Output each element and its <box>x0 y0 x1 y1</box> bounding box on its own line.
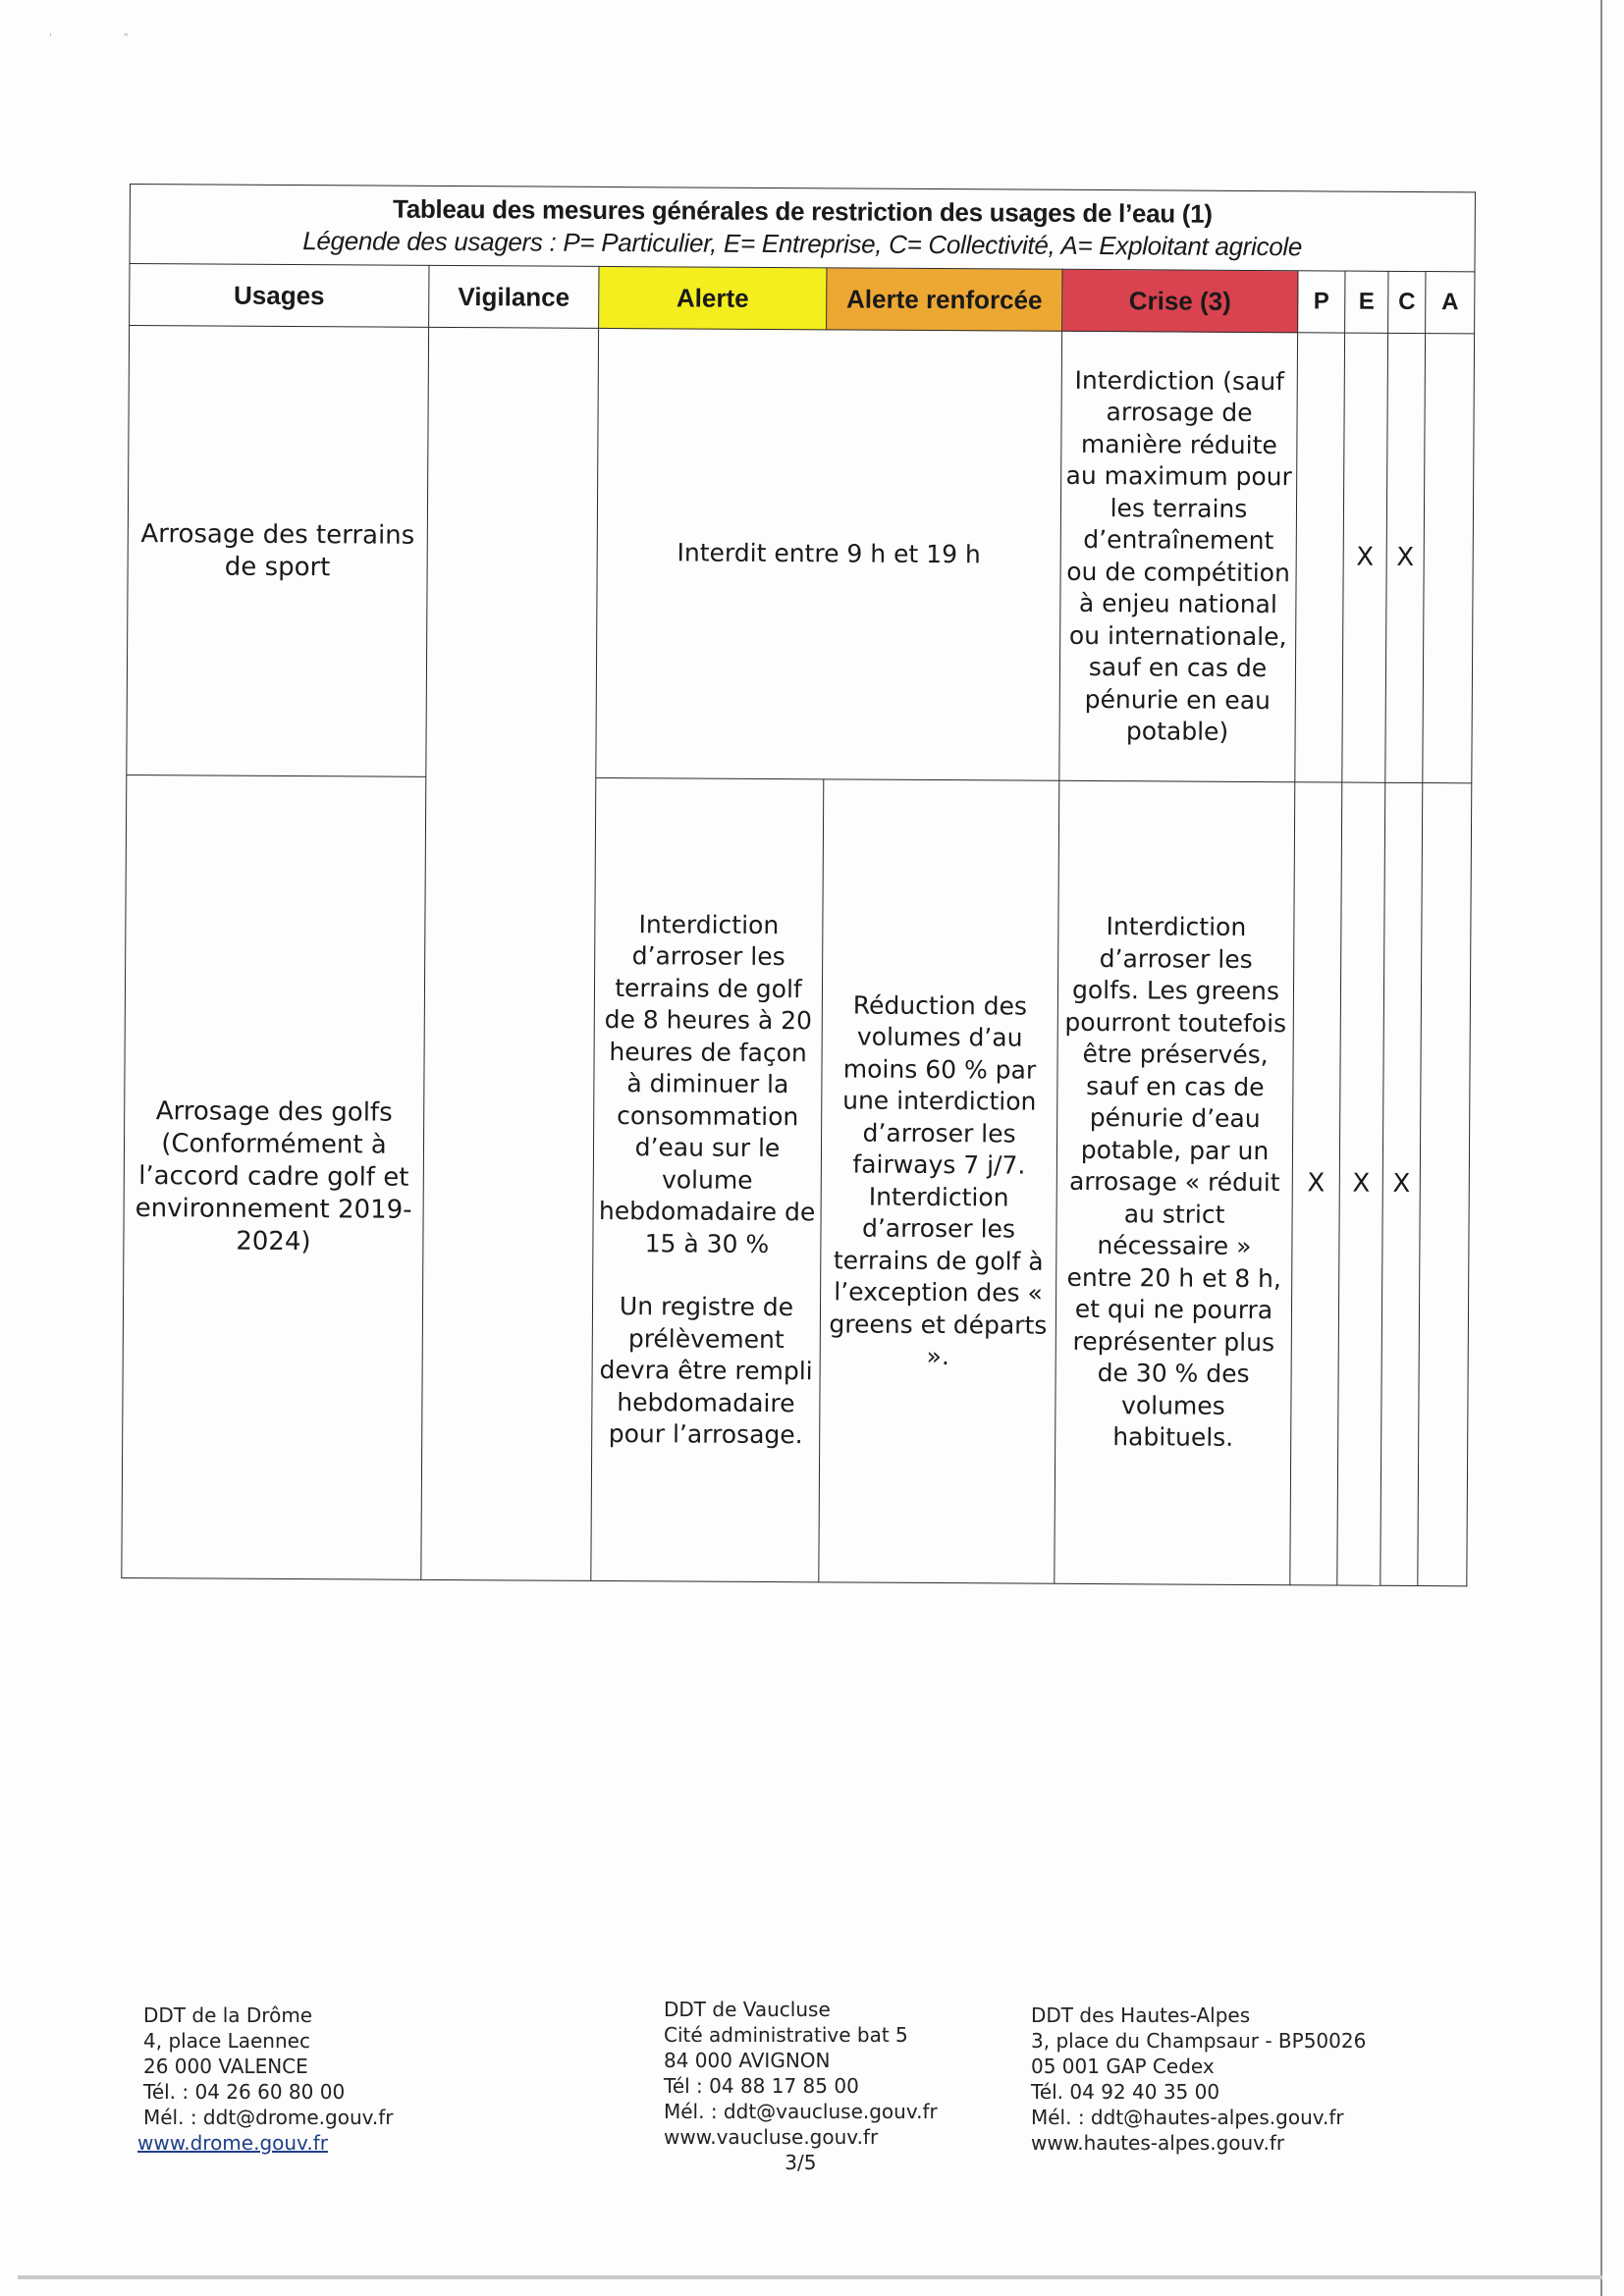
header-e: E <box>1345 271 1388 333</box>
footer-address: 4, place Laennec <box>143 2029 310 2053</box>
header-alerte: Alerte <box>599 266 827 329</box>
footer-org-name: DDT de la Drôme <box>143 2003 313 2027</box>
e-mark: X <box>1337 782 1385 1585</box>
a-mark <box>1418 783 1472 1586</box>
a-mark <box>1423 334 1475 783</box>
scan-specks <box>49 32 197 43</box>
footer-address: 3, place du Champsaur - BP50026 <box>1031 2029 1367 2053</box>
footer-phone: Tél : 04 88 17 85 00 <box>664 2074 859 2098</box>
header-a: A <box>1426 272 1475 334</box>
table-title: Tableau des mesures générales de restriction des usages de l’eau (1) <box>393 193 1213 229</box>
scan-page-edge <box>1600 0 1602 2296</box>
table-title-cell <box>130 185 1476 272</box>
header-c: C <box>1388 271 1426 333</box>
c-mark: X <box>1385 333 1426 782</box>
crise-cell: Interdiction d’arroser les golfs. Les greens pourront toutefois être préservés, sauf en cas de pénurie d’eau potable, par un arrosage « réduit au strict nécessaire » entre 20 h et 8 h, et qui ne pourra représenter plus de 30 % des volumes habituels. <box>1055 780 1295 1584</box>
c-mark: X <box>1380 782 1423 1585</box>
footer-phone: Tél. 04 92 40 35 00 <box>1031 2080 1220 2104</box>
footer-city: 84 000 AVIGNON <box>664 2049 831 2072</box>
footer-email: Mél. : ddt@vaucluse.gouv.fr <box>664 2100 938 2123</box>
scan-speck: " <box>123 32 129 43</box>
footer-email: Mél. : ddt@drome.gouv.fr <box>143 2106 394 2129</box>
footer-city: 26 000 VALENCE <box>143 2055 308 2078</box>
crise-cell: Interdiction (sauf arrosage de manière réduite au maximum pour les terrains d’entraînement ou de compétition à enjeu national ou internationale, sauf en cas de pénurie en eau potable) <box>1059 331 1298 781</box>
footer-city: 05 001 GAP Cedex <box>1031 2055 1215 2078</box>
alerte-merged-cell: Interdit entre 9 h et 19 h <box>596 328 1062 780</box>
alerte-paragraph: Un registre de prélèvement devra être rempli hebdomadaire pour l’arrosage. <box>599 1292 813 1450</box>
header-p: P <box>1298 271 1345 333</box>
restriction-table <box>121 184 1476 1586</box>
table-row <box>127 326 1475 783</box>
table-row <box>122 774 1472 1585</box>
footer-website-link[interactable]: www.drome.gouv.fr <box>137 2131 328 2155</box>
scan-speck: ' <box>49 32 52 43</box>
p-mark <box>1295 333 1345 782</box>
header-crise: Crise (3) <box>1062 269 1298 332</box>
page-number: 3/5 <box>785 2151 817 2174</box>
alerte-renforcee-cell: Réduction des volumes d’au moins 60 % par une interdiction d’arroser les fairways 7 j/7. Interdiction d’arroser les terrains de golf à l’exception des « greens et départs ». <box>819 779 1059 1583</box>
usage-cell: Arrosage des golfs (Conformément à l’accord cadre golf et environnement 2019-2024) <box>122 774 426 1579</box>
vigilance-cell <box>421 327 599 1580</box>
header-row <box>130 264 1475 334</box>
alerte-paragraph: Interdiction d’arroser les terrains de golf de 8 heures à 20 heures de façon à diminuer la consommation d’eau sur le volume hebdomadaire de 15 à 30 % <box>598 909 816 1258</box>
footer-address: Cité administrative bat 5 <box>664 2023 908 2047</box>
header-alerte-renforcee: Alerte renforcée <box>827 268 1062 331</box>
footer-email: Mél. : ddt@hautes-alpes.gouv.fr <box>1031 2106 1344 2129</box>
footer-phone: Tél. : 04 26 60 80 00 <box>143 2080 346 2104</box>
usage-cell: Arrosage des terrains de sport <box>127 326 429 777</box>
footer-hautes-alpes <box>1031 2002 1366 2156</box>
header-vigilance: Vigilance <box>429 265 599 328</box>
scan-page-edge <box>18 2275 1602 2279</box>
footer-org-name: DDT de Vaucluse <box>664 1998 831 2021</box>
footer-website: www.hautes-alpes.gouv.fr <box>1031 2131 1285 2155</box>
table-legend: Légende des usagers : P= Particulier, E= Entreprise, C= Collectivité, A= Exploitant agricole <box>302 226 1303 262</box>
footer-org-name: DDT des Hautes-Alpes <box>1031 2003 1251 2027</box>
e-mark: X <box>1342 333 1388 782</box>
footer-drome <box>137 2002 394 2156</box>
alerte-cell <box>591 777 824 1581</box>
header-usages: Usages <box>130 264 429 328</box>
footer-website: www.vaucluse.gouv.fr <box>664 2125 879 2149</box>
p-mark: X <box>1290 782 1342 1585</box>
footer-vaucluse <box>664 1997 938 2175</box>
